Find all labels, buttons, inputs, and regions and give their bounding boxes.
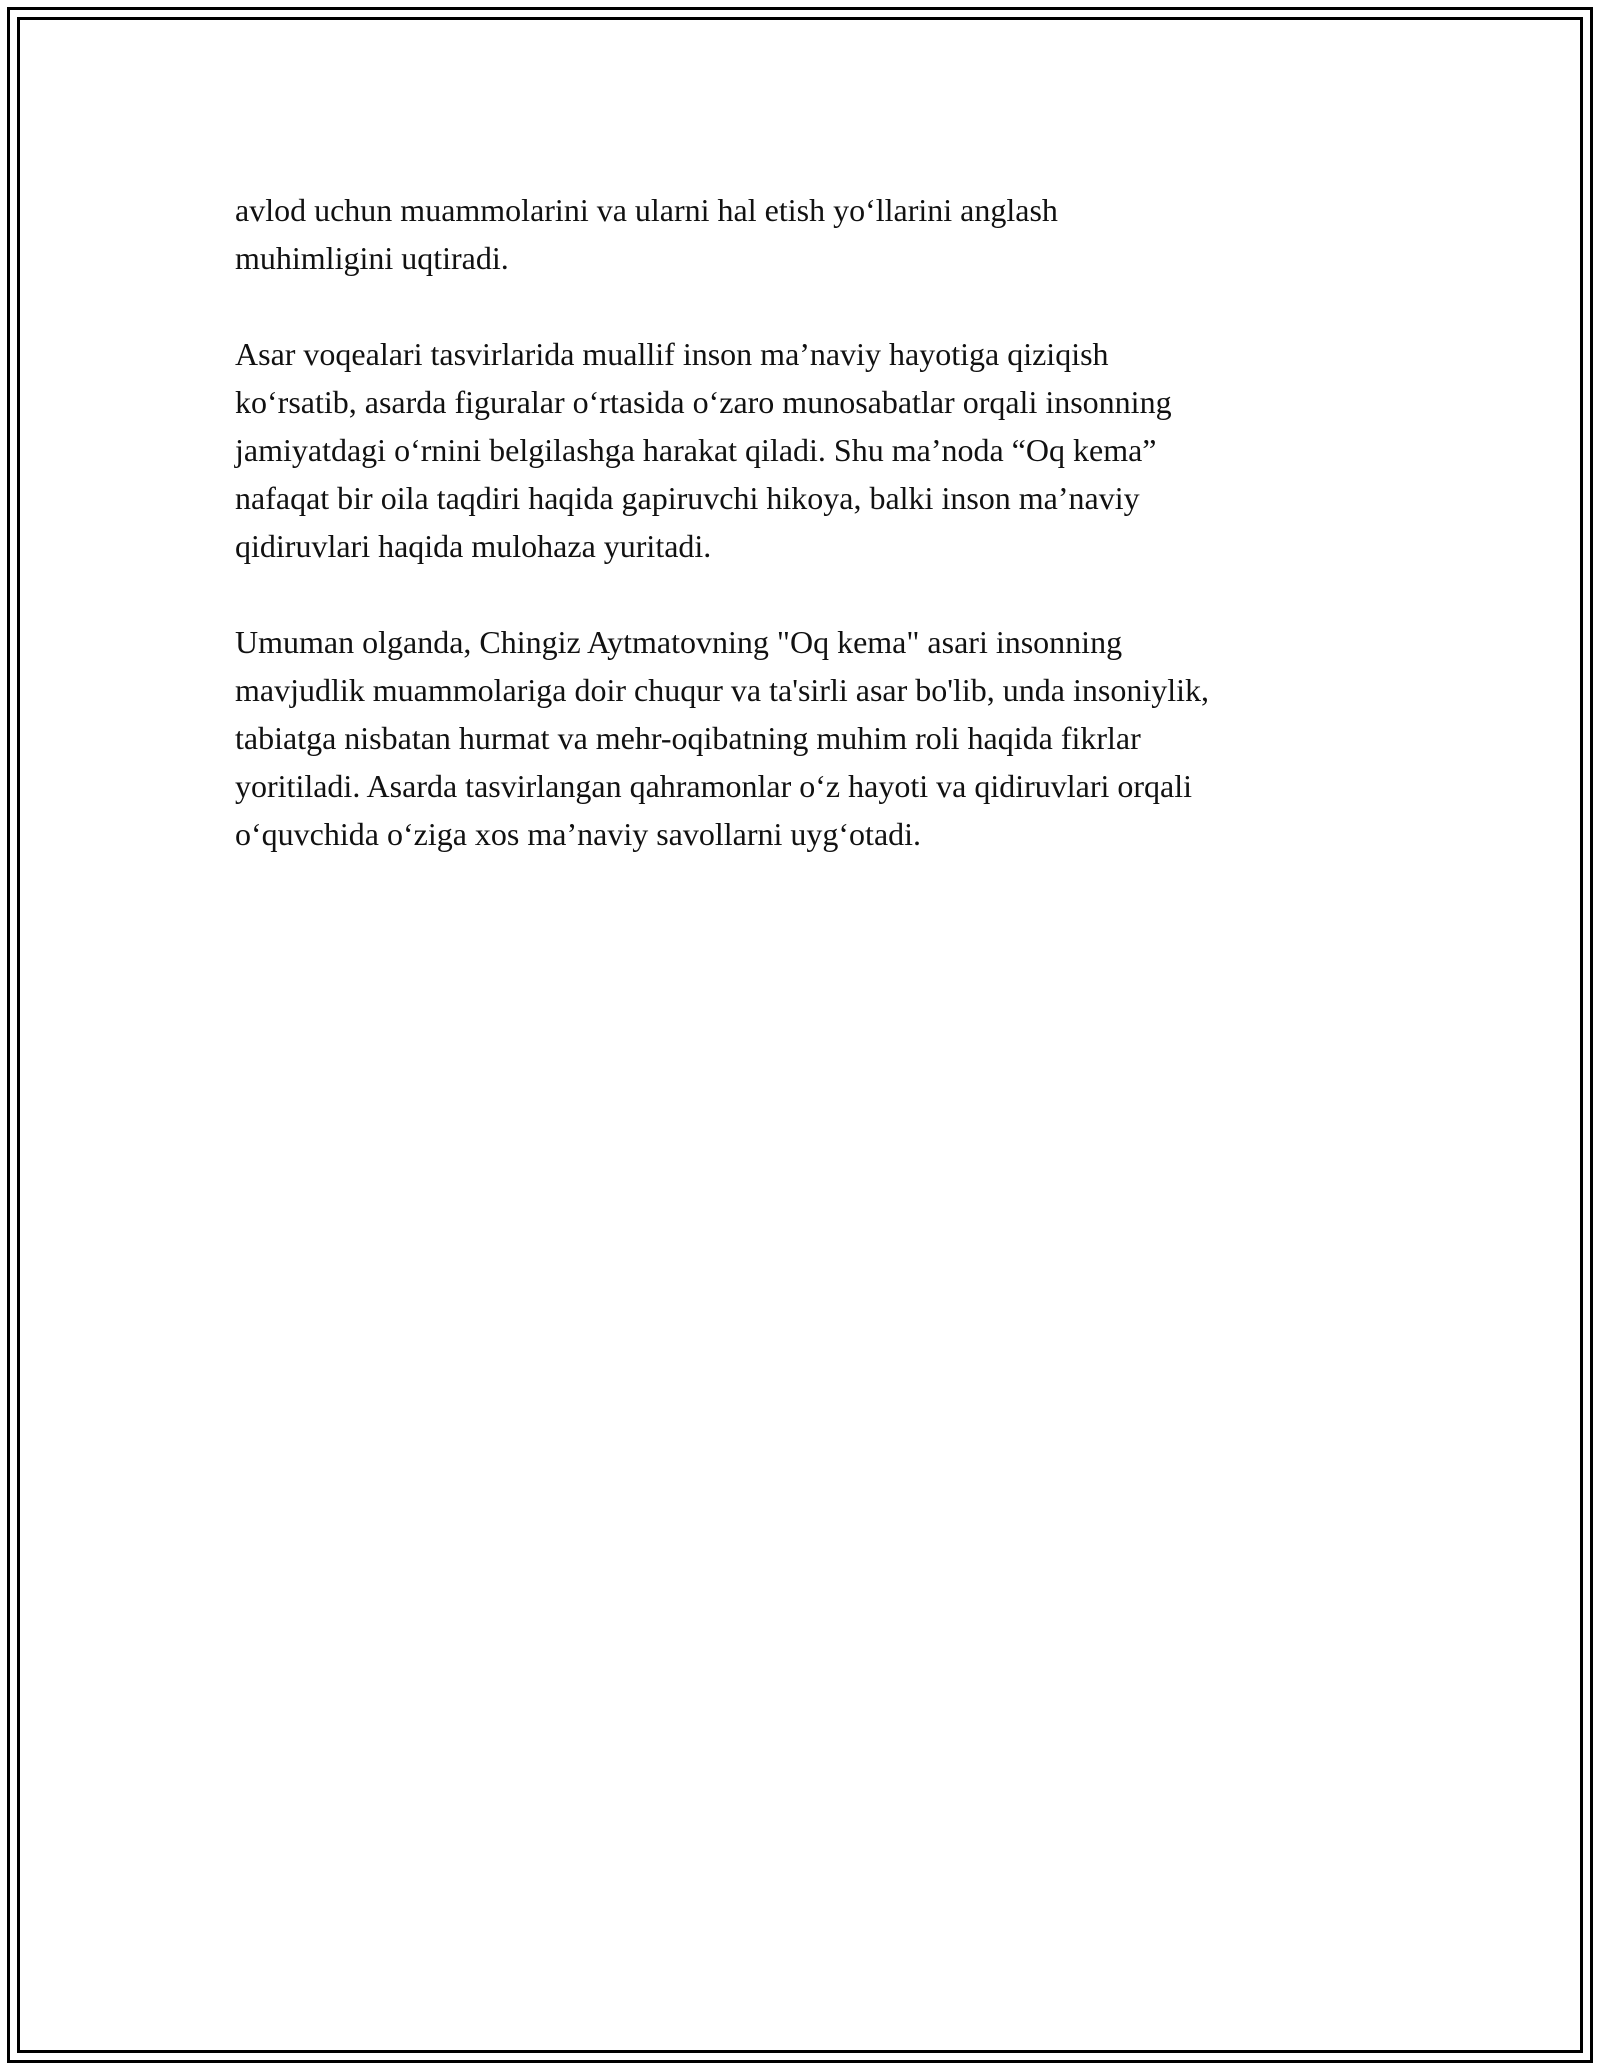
text-line: Umuman olganda, Chingiz Aytmatovning "Oq kema" asari insonning	[235, 624, 1123, 660]
document-body	[235, 186, 1365, 906]
text-line: ko‘rsatib, asarda figuralar o‘rtasida o‘zaro munosabatlar orqali insonning	[235, 384, 1172, 420]
text-line: o‘quvchida o‘ziga xos ma’naviy savollarni uyg‘otadi.	[235, 816, 922, 852]
text-line: muhimligini uqtiradi.	[235, 240, 509, 276]
paragraph-2	[235, 330, 1365, 570]
text-line: avlod uchun muammolarini va ularni hal etish yo‘llarini anglash	[235, 192, 1058, 228]
text-line: nafaqat bir oila taqdiri haqida gapiruvchi hikoya, balki inson ma’naviy	[235, 480, 1140, 516]
text-line: mavjudlik muammolariga doir chuqur va ta'sirli asar bo'lib, unda insoniylik,	[235, 672, 1210, 708]
text-line: tabiatga nisbatan hurmat va mehr-oqibatning muhim roli haqida fikrlar	[235, 720, 1141, 756]
paragraph-3	[235, 618, 1365, 858]
text-line: yoritiladi. Asarda tasvirlangan qahramonlar o‘z hayoti va qidiruvlari orqali	[235, 768, 1193, 804]
text-line: Asar voqealari tasvirlarida muallif inson ma’naviy hayotiga qiziqish	[235, 336, 1109, 372]
text-line: jamiyatdagi o‘rnini belgilashga harakat qiladi. Shu ma’noda “Oq kema”	[235, 432, 1157, 468]
paragraph-1	[235, 186, 1365, 282]
text-line: qidiruvlari haqida mulohaza yuritadi.	[235, 528, 712, 564]
